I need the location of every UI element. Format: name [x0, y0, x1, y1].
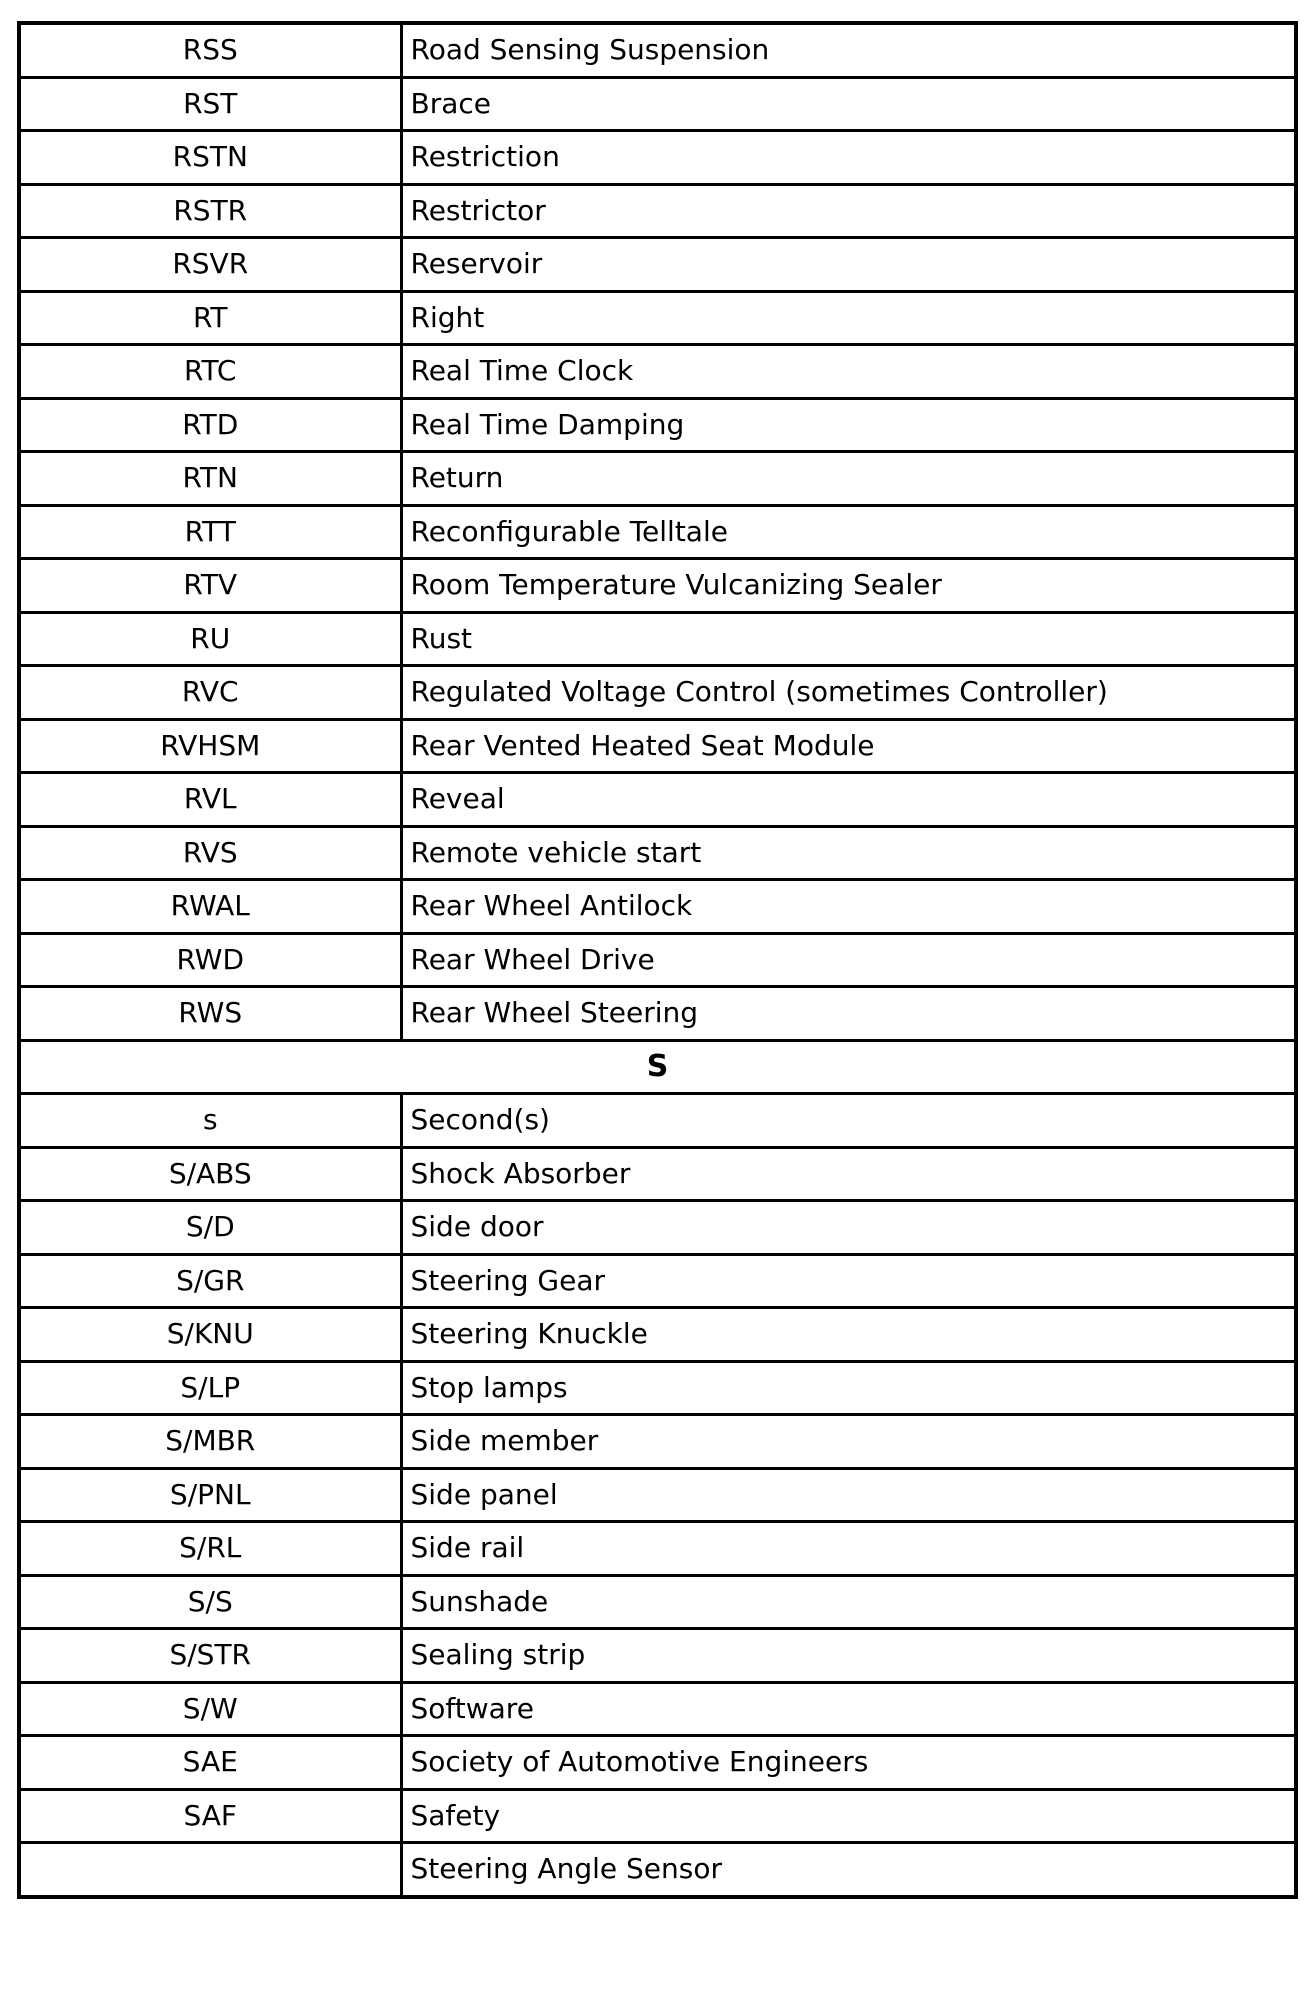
definition-cell: Return [401, 452, 1296, 506]
abbreviation-cell: S/W [19, 1682, 401, 1736]
definition-cell: Rear Wheel Steering [401, 987, 1296, 1041]
table-row [19, 505, 1296, 559]
abbreviation-cell: RT [19, 291, 401, 345]
definition-cell: Side door [401, 1201, 1296, 1255]
abbreviation-cell: RWS [19, 987, 401, 1041]
abbreviation-cell: RSS [19, 23, 401, 77]
definition-cell: Rust [401, 612, 1296, 666]
abbreviation-cell: RSTN [19, 131, 401, 185]
definition-cell: Rear Wheel Drive [401, 933, 1296, 987]
table-row [19, 1789, 1296, 1843]
table-row [19, 131, 1296, 185]
table-row [19, 719, 1296, 773]
abbreviation-cell: S/KNU [19, 1308, 401, 1362]
abbreviation-cell: S/GR [19, 1254, 401, 1308]
abbreviation-table-body [19, 23, 1296, 1897]
definition-cell: Reservoir [401, 238, 1296, 292]
table-row [19, 987, 1296, 1041]
abbreviation-cell: RVL [19, 773, 401, 827]
table-row [19, 880, 1296, 934]
definition-cell: Steering Angle Sensor [401, 1843, 1296, 1897]
abbreviation-cell: RSVR [19, 238, 401, 292]
table-row [19, 1361, 1296, 1415]
table-row [19, 184, 1296, 238]
table-row [19, 452, 1296, 506]
table-row [19, 1415, 1296, 1469]
abbreviation-cell: SAF [19, 1789, 401, 1843]
table-row [19, 23, 1296, 77]
definition-cell: Brace [401, 77, 1296, 131]
table-row [19, 1575, 1296, 1629]
table-row [19, 666, 1296, 720]
table-row [19, 1522, 1296, 1576]
definition-cell: Right [401, 291, 1296, 345]
table-row [19, 773, 1296, 827]
table-row [19, 1629, 1296, 1683]
definition-cell: Remote vehicle start [401, 826, 1296, 880]
table-row [19, 398, 1296, 452]
definition-cell: Restrictor [401, 184, 1296, 238]
section-header-row [19, 1040, 1296, 1094]
table-row [19, 238, 1296, 292]
definition-cell: Steering Knuckle [401, 1308, 1296, 1362]
definition-cell: Side rail [401, 1522, 1296, 1576]
table-row [19, 77, 1296, 131]
abbreviation-cell: S/S [19, 1575, 401, 1629]
definition-cell: Restriction [401, 131, 1296, 185]
abbreviation-cell: RSTR [19, 184, 401, 238]
definition-cell: Stop lamps [401, 1361, 1296, 1415]
definition-cell: Real Time Clock [401, 345, 1296, 399]
definition-cell: Rear Vented Heated Seat Module [401, 719, 1296, 773]
table-row [19, 1094, 1296, 1148]
abbreviation-cell: RTD [19, 398, 401, 452]
definition-cell: Software [401, 1682, 1296, 1736]
table-row [19, 612, 1296, 666]
abbreviation-cell: RTT [19, 505, 401, 559]
definition-cell: Sealing strip [401, 1629, 1296, 1683]
definition-cell: Road Sensing Suspension [401, 23, 1296, 77]
abbreviation-cell: SAE [19, 1736, 401, 1790]
table-row [19, 1736, 1296, 1790]
table-row [19, 1308, 1296, 1362]
table-row [19, 1468, 1296, 1522]
table-row [19, 1201, 1296, 1255]
definition-cell: Rear Wheel Antilock [401, 880, 1296, 934]
definition-cell: Reveal [401, 773, 1296, 827]
abbreviation-cell: RTV [19, 559, 401, 613]
abbreviation-table [17, 21, 1298, 1899]
table-row [19, 1682, 1296, 1736]
definition-cell: Reconfigurable Telltale [401, 505, 1296, 559]
definition-cell: Real Time Damping [401, 398, 1296, 452]
abbreviation-cell: S/STR [19, 1629, 401, 1683]
abbreviation-cell: S/PNL [19, 1468, 401, 1522]
abbreviation-cell: RVHSM [19, 719, 401, 773]
table-row [19, 559, 1296, 613]
table-row [19, 826, 1296, 880]
section-letter: S [19, 1040, 1296, 1094]
abbreviation-cell: RTN [19, 452, 401, 506]
definition-cell: Side member [401, 1415, 1296, 1469]
abbreviation-cell [19, 1843, 401, 1897]
abbreviation-cell: RU [19, 612, 401, 666]
definition-cell: Regulated Voltage Control (sometimes Controller) [401, 666, 1296, 720]
definition-cell: Sunshade [401, 1575, 1296, 1629]
definition-cell: Safety [401, 1789, 1296, 1843]
abbreviation-cell: RWAL [19, 880, 401, 934]
definition-cell: Steering Gear [401, 1254, 1296, 1308]
table-row [19, 291, 1296, 345]
abbreviation-cell: RVC [19, 666, 401, 720]
definition-cell: Room Temperature Vulcanizing Sealer [401, 559, 1296, 613]
abbreviation-cell: RWD [19, 933, 401, 987]
abbreviation-cell: S/LP [19, 1361, 401, 1415]
abbreviation-cell: S/RL [19, 1522, 401, 1576]
definition-cell: Second(s) [401, 1094, 1296, 1148]
abbreviation-cell: s [19, 1094, 401, 1148]
abbreviation-cell: S/MBR [19, 1415, 401, 1469]
abbreviation-cell: RST [19, 77, 401, 131]
abbreviation-cell: S/D [19, 1201, 401, 1255]
abbreviation-cell: RTC [19, 345, 401, 399]
table-row [19, 1254, 1296, 1308]
table-row [19, 1147, 1296, 1201]
definition-cell: Side panel [401, 1468, 1296, 1522]
abbreviation-cell: RVS [19, 826, 401, 880]
definition-cell: Society of Automotive Engineers [401, 1736, 1296, 1790]
definition-cell: Shock Absorber [401, 1147, 1296, 1201]
table-row [19, 345, 1296, 399]
table-row [19, 933, 1296, 987]
abbreviation-cell: S/ABS [19, 1147, 401, 1201]
table-row [19, 1843, 1296, 1897]
